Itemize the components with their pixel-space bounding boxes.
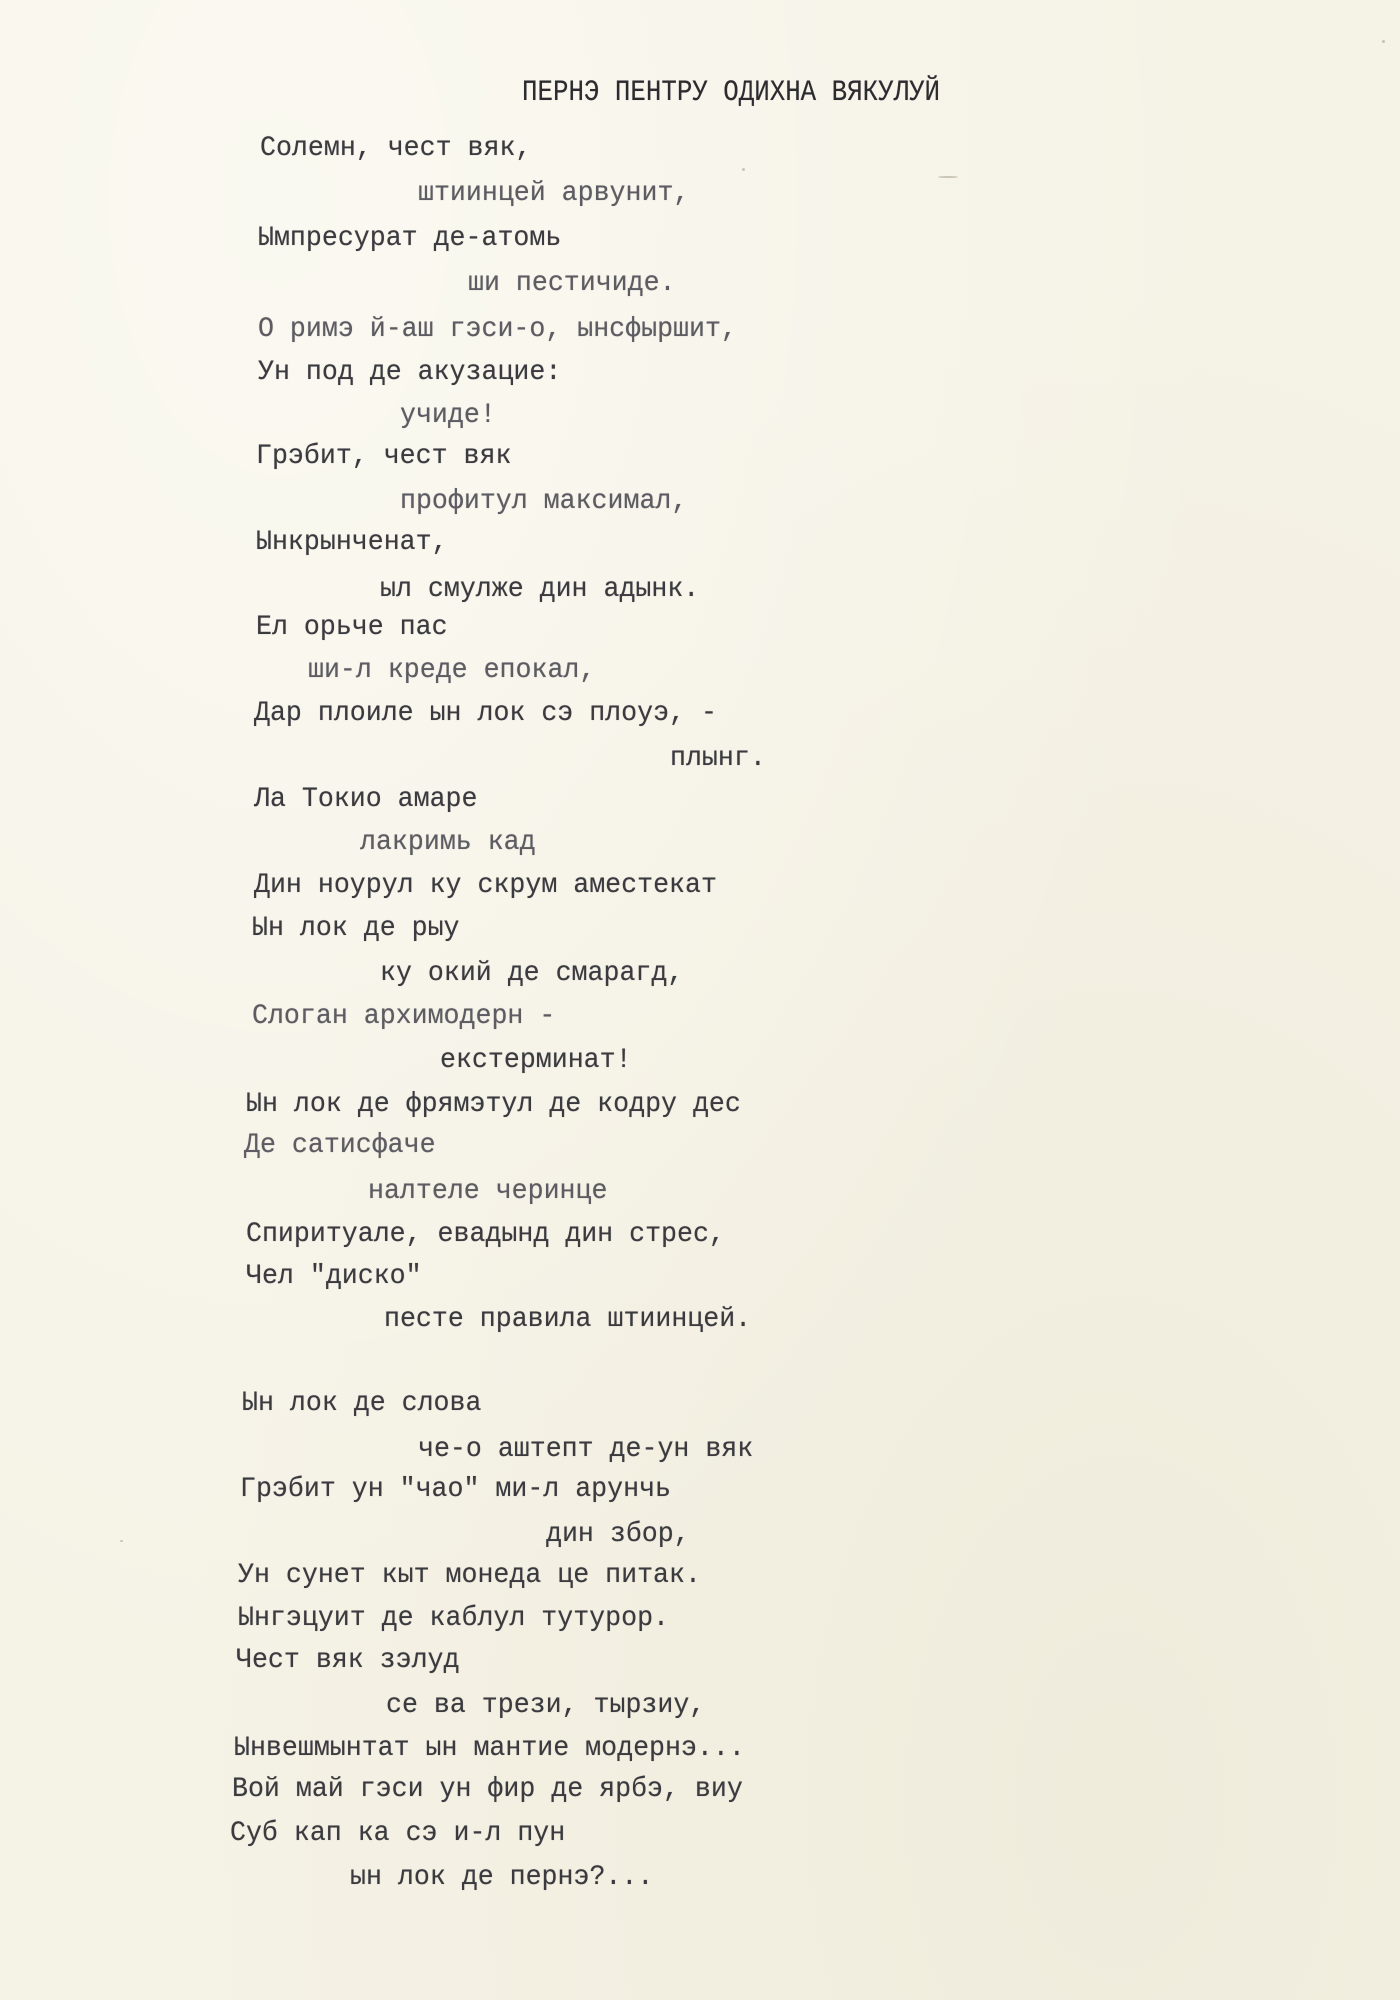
poem-line: екстерминат!	[440, 1045, 632, 1076]
poem-line: Дар плоиле ын лок сэ плоуэ, -	[254, 698, 717, 729]
poem-line: Де сатисфаче	[244, 1130, 436, 1161]
poem-line: Ынвешмынтат ын мантие модернэ...	[234, 1733, 745, 1764]
poem-line: че-о аштепт де-ун вяк	[418, 1434, 754, 1465]
poem-line: Вой май гэси ун фир де ярбэ, виу	[232, 1774, 743, 1805]
poem-line: Солемн, чест вяк,	[260, 133, 532, 164]
poem-line: се ва трези, тырзиу,	[386, 1690, 706, 1721]
poem-line: штиинцей арвунит,	[418, 178, 690, 209]
poem-line: ши пестичиде.	[468, 268, 676, 299]
poem-line: ку окий де смарагд,	[380, 958, 684, 989]
poem-line: Грэбит, чест вяк	[256, 441, 512, 472]
poem-line: Ун сунет кыт монеда це питак.	[238, 1560, 701, 1591]
poem-line: лакримь кад	[360, 827, 536, 858]
poem-line: О римэ й-аш гэси-о, ынсфыршит,	[258, 314, 737, 345]
paper-speck	[742, 168, 745, 171]
poem-line: Ынкрынченат,	[256, 527, 448, 558]
poem-line: Чел "диско"	[246, 1261, 422, 1292]
poem-line: дин збор,	[546, 1519, 690, 1550]
poem-line: плынг.	[670, 743, 766, 774]
poem-line: Суб кап ка сэ и-л пун	[230, 1818, 566, 1849]
poem-title: ПЕРНЭ ПЕНТРУ ОДИХНА ВЯКУЛУЙ	[522, 76, 941, 110]
poem-line: Ун под де акузацие:	[258, 357, 562, 388]
poem-line: профитул максимал,	[400, 486, 688, 517]
poem-line: ыл смулже дин адынк.	[380, 574, 700, 605]
poem-line: ши-л креде епокал,	[308, 655, 596, 686]
poem-line: Ынгэцуит де каблул тутурор.	[238, 1603, 670, 1634]
poem-line: Чест вяк зэлуд	[236, 1645, 460, 1676]
poem-line: Слоган архимодерн -	[252, 1001, 556, 1032]
poem-line: песте правила штиинцей.	[384, 1304, 752, 1335]
poem-line: Ел орьче пас	[256, 612, 448, 643]
poem-line: Спиритуале, евадынд дин стрес,	[246, 1219, 725, 1250]
poem-line: налтеле черинце	[368, 1176, 608, 1207]
poem-line: Дин ноурул ку скрум аместекат	[254, 870, 717, 901]
paper-speck	[1382, 40, 1385, 43]
poem-line: Ын лок де слова	[242, 1388, 482, 1419]
poem-line: ын лок де пернэ?...	[350, 1862, 654, 1893]
poem-line: Ла Токио амаре	[254, 784, 478, 815]
poem-line: Грэбит ун "чао" ми-л арунчь	[240, 1474, 672, 1505]
poem-line: Ымпресурат де-атомь	[258, 223, 562, 254]
poem-line: Ын лок де фрямэтул де кодру дес	[246, 1089, 741, 1120]
paper-speck	[120, 1540, 123, 1542]
poem-line: Ын лок де рыу	[252, 913, 460, 944]
paper-speck	[938, 176, 958, 178]
poem-line: учиде!	[400, 400, 496, 431]
